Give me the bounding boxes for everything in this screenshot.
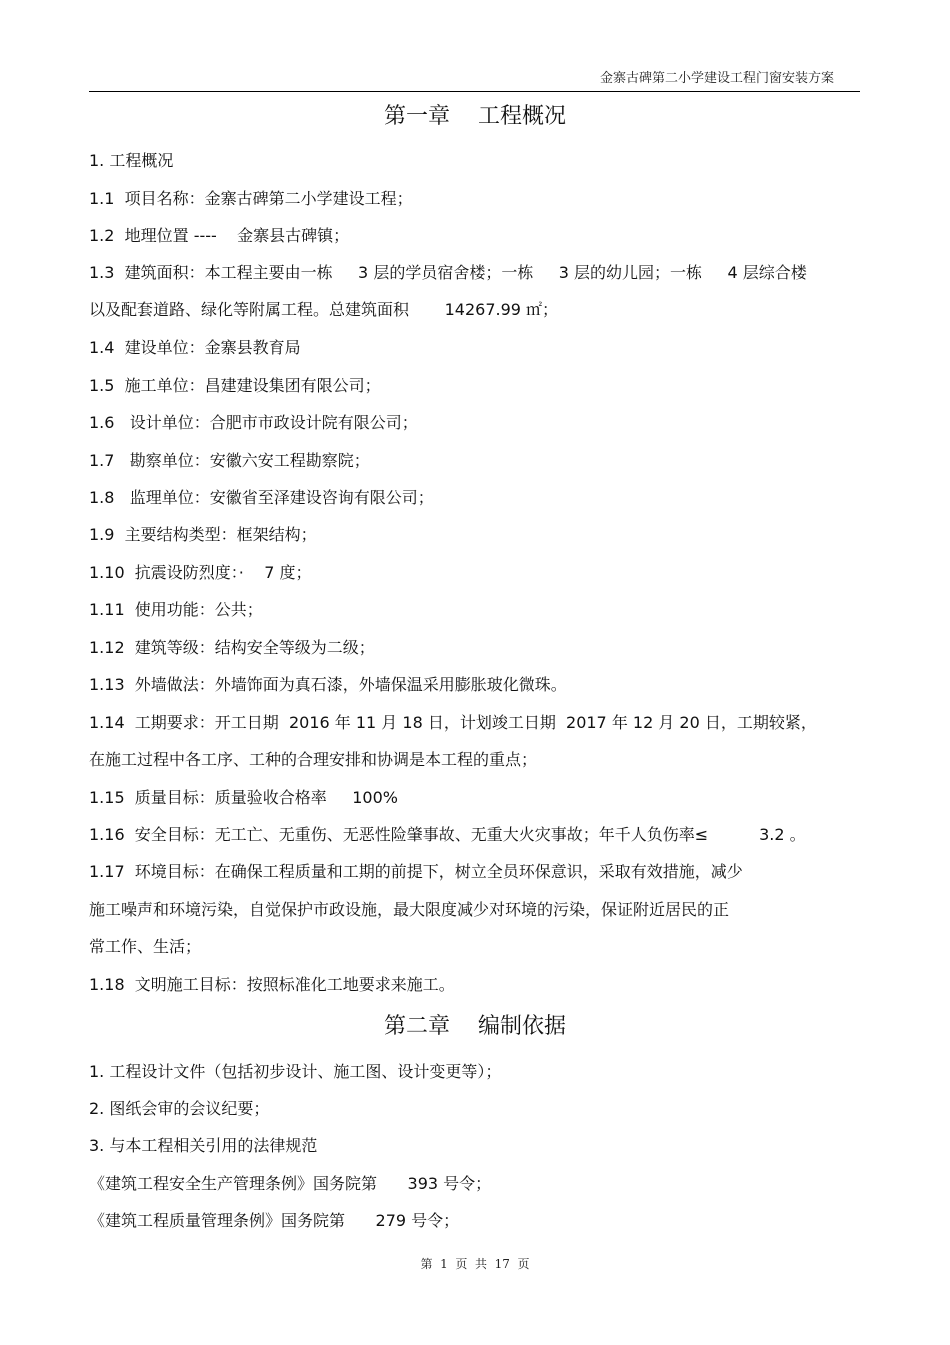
body-line: 1.11 使用功能：公共； xyxy=(89,600,263,619)
body-line: 1.6 设计单位：合肥市市政设计院有限公司； xyxy=(89,413,418,432)
body-line: 1.2 地理位置 ---- 金寨县古碑镇； xyxy=(89,226,350,245)
body-line: 1.4 建设单位：金寨县教育局 xyxy=(89,338,301,357)
body-line: 1.5 施工单位：昌建建设集团有限公司； xyxy=(89,376,381,395)
body-line: 《建筑工程安全生产管理条例》国务院第 393 号令； xyxy=(89,1174,492,1193)
body-line: 常工作、生活； xyxy=(89,937,202,956)
body-line: 1.16 安全目标：无工亡、无重伤、无恶性险肇事故、无重大火灾事故；年千人负伤率≤ 3.2 。 xyxy=(89,825,806,844)
body-line: 以及配套道路、绿化等附属工程。总建筑面积 14267.99 ㎡； xyxy=(89,300,559,319)
body-line: 1.12 建筑等级：结构安全等级为二级； xyxy=(89,638,375,657)
body-line: 1.8 监理单位：安徽省至泽建设咨询有限公司； xyxy=(89,488,434,507)
body-line: 1.14 工期要求：开工日期 2016 年 11 月 18 日，计划竣工日期 2017 年 12 月 20 日，工期较紧， xyxy=(89,713,817,732)
body-line: 3. 与本工程相关引用的法律规范 xyxy=(89,1136,318,1155)
body-line: 在施工过程中各工序、工种的合理安排和协调是本工程的重点； xyxy=(89,750,538,769)
body-line: 1. 工程设计文件（包括初步设计、施工图、设计变更等）； xyxy=(89,1062,502,1081)
body-line: 《建筑工程质量管理条例》国务院第 279 号令； xyxy=(89,1211,460,1230)
body-line: 1.1 项目名称：金寨古碑第二小学建设工程； xyxy=(89,189,413,208)
running-header: 金寨古碑第二小学建设工程门窗安装方案 xyxy=(599,71,834,86)
body-line: 2. 图纸会审的会议纪要； xyxy=(89,1099,270,1118)
body-line: 1.18 文明施工目标：按照标准化工地要求来施工。 xyxy=(89,975,455,994)
page-number: 第 1 页 共 17 页 xyxy=(420,1257,530,1271)
header-divider xyxy=(89,91,860,92)
body-line: 1.3 建筑面积：本工程主要由一栋 3 层的学员宿舍楼；一栋 3 层的幼儿园；一栋 4 层综合楼 xyxy=(89,263,807,282)
body-line: 1. 工程概况 xyxy=(89,151,174,170)
body-line: 1.7 勘察单位：安徽六安工程勘察院； xyxy=(89,451,370,470)
body-line: 1.15 质量目标：质量验收合格率 100% xyxy=(89,788,398,807)
body-line: 1.13 外墙做法：外墙饰面为真石漆，外墙保温采用膨胀玻化微珠。 xyxy=(89,675,567,694)
body-line: 1.17 环境目标：在确保工程质量和工期的前提下，树立全员环保意识，采取有效措施，减少 xyxy=(89,862,743,881)
body-line: 1.9 主要结构类型：框架结构； xyxy=(89,525,317,544)
body-line: 1.10 抗震设防烈度：· 7 度； xyxy=(89,563,312,582)
chapter-2-title: 第二章 编制依据 xyxy=(384,1014,566,1039)
chapter-1-title: 第一章 工程概况 xyxy=(384,104,566,129)
body-line: 施工噪声和环境污染，自觉保护市政设施，最大限度减少对环境的污染，保证附近居民的正 xyxy=(89,900,730,919)
